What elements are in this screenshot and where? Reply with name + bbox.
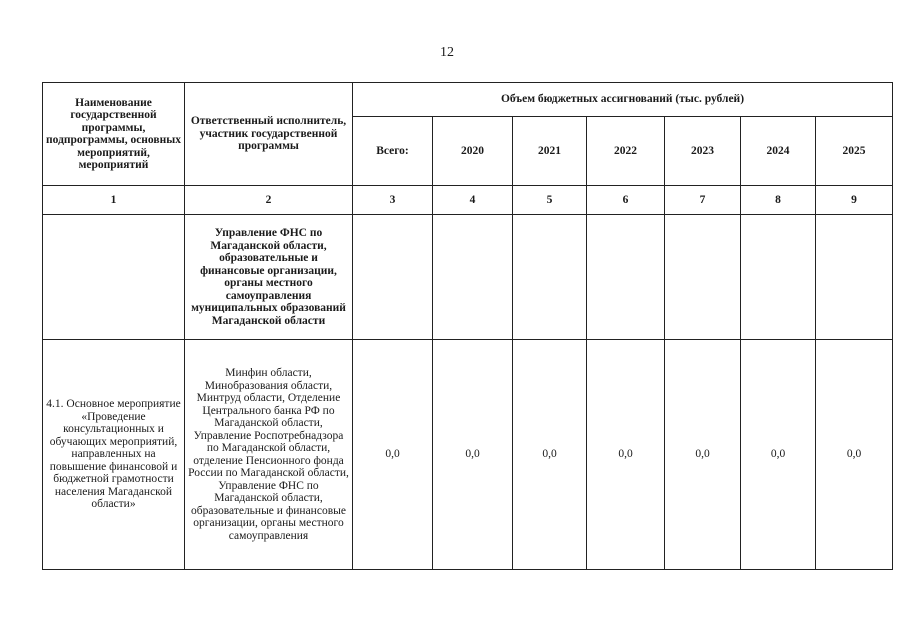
value-cell: [513, 215, 587, 340]
header-year: 2025: [816, 117, 893, 186]
column-number: 6: [587, 186, 665, 215]
table-row: [43, 340, 893, 570]
header-total: Всего:: [353, 117, 433, 186]
value-cell: [433, 215, 513, 340]
page-number: 12: [440, 45, 454, 60]
value-cell: 0,0: [513, 340, 587, 570]
value-cell: 0,0: [587, 340, 665, 570]
value-cell: 0,0: [433, 340, 513, 570]
header-year: 2023: [665, 117, 741, 186]
value-cell: 0,0: [816, 340, 893, 570]
column-number: 5: [513, 186, 587, 215]
header-program-name: Наименование государственной программы, подпрограммы, основных мероприятий, мероприятий: [43, 83, 185, 186]
value-cell: 0,0: [665, 340, 741, 570]
header-year: 2020: [433, 117, 513, 186]
column-number: 1: [43, 186, 185, 215]
table-row: [43, 215, 893, 340]
program-name-cell: 4.1. Основное мероприятие «Проведение консультационных и обучающих мероприятий, направленных на повышение финансовой и бюджетной грамотности населения Магаданской области»: [43, 340, 185, 570]
program-name-cell: [43, 215, 185, 340]
value-cell: [665, 215, 741, 340]
executor-cell: Управление ФНС по Магаданской области, образовательные и финансовые организации, органы местного самоуправления муниципальных образований Магаданской области: [185, 215, 353, 340]
column-number-row: [43, 186, 893, 215]
column-number: 9: [816, 186, 893, 215]
value-cell: [587, 215, 665, 340]
header-year: 2024: [741, 117, 816, 186]
value-cell: [353, 215, 433, 340]
header-budget-title: Объем бюджетных ассигнований (тыс. рублей): [353, 83, 893, 117]
value-cell: [741, 215, 816, 340]
value-cell: [816, 215, 893, 340]
header-year: 2021: [513, 117, 587, 186]
column-number: 3: [353, 186, 433, 215]
header-year: 2022: [587, 117, 665, 186]
budget-table: [42, 82, 893, 570]
column-number: 4: [433, 186, 513, 215]
executor-cell: Минфин области, Минобразования области, Минтруд области, Отделение Центрального банка РФ по Магаданской области, Управление Роспотребнадзора по Магаданской области, отделение Пенсионного фонда России по Магаданской области, Управление ФНС по Магаданской области, образовательные и финансовые организации, органы местного самоуправления: [185, 340, 353, 570]
header-row-top: [43, 83, 893, 117]
column-number: 8: [741, 186, 816, 215]
value-cell: 0,0: [741, 340, 816, 570]
column-number: 2: [185, 186, 353, 215]
header-executor: Ответственный исполнитель, участник государственной программы: [185, 83, 353, 186]
column-number: 7: [665, 186, 741, 215]
value-cell: 0,0: [353, 340, 433, 570]
